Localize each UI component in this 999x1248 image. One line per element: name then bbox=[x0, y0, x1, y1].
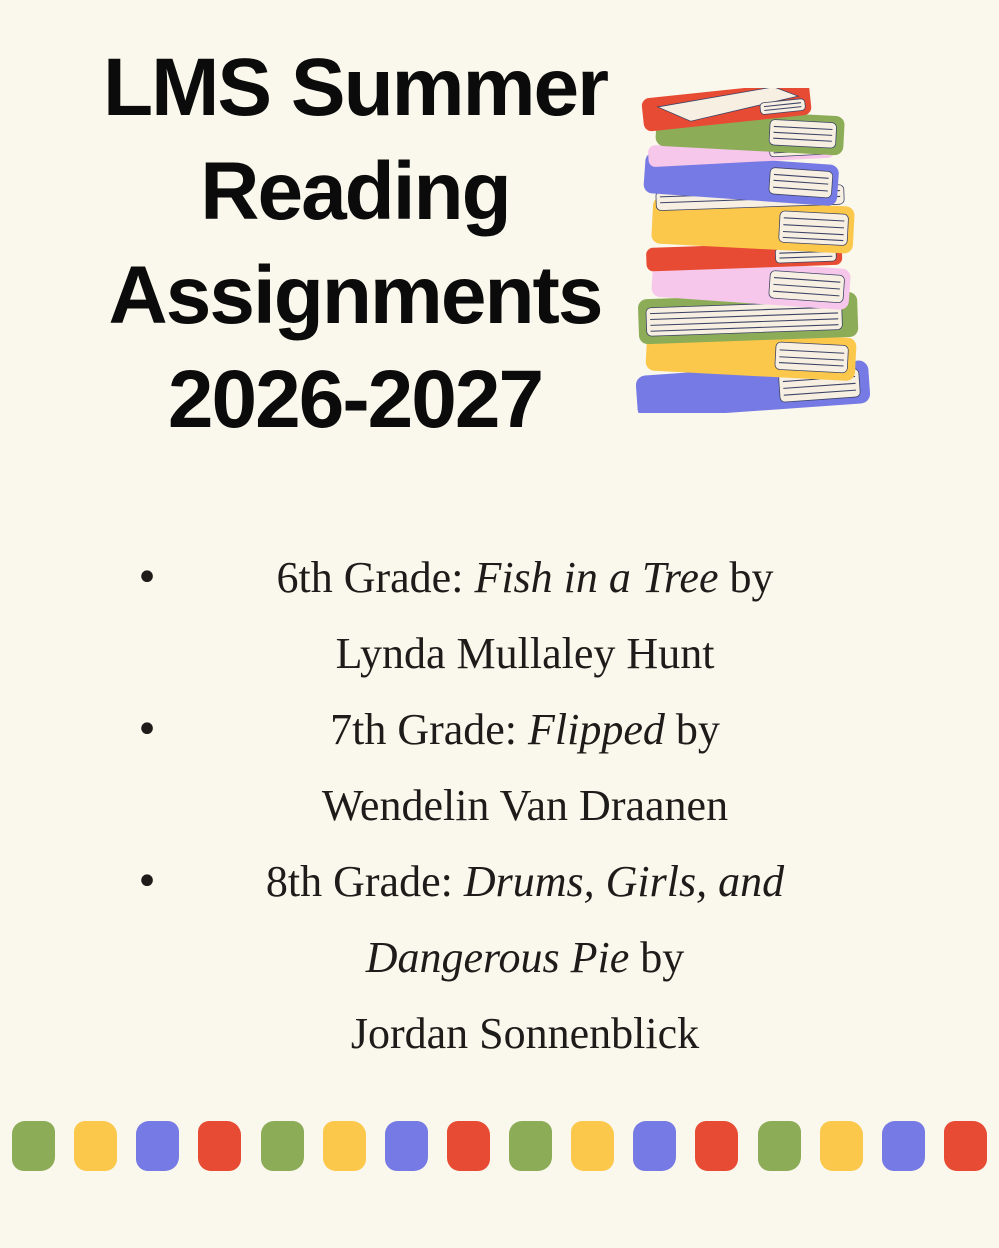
assignment-line bbox=[175, 844, 875, 920]
list-item-8th-grade bbox=[135, 844, 875, 1072]
assignment-line bbox=[175, 920, 875, 996]
grade-label: 7th Grade: bbox=[330, 705, 529, 754]
page-title bbox=[55, 36, 655, 452]
by-label: by bbox=[664, 705, 720, 754]
footer-square bbox=[136, 1121, 179, 1171]
book-title: Dangerous Pie bbox=[365, 933, 630, 982]
author-name: Lynda Mullaley Hunt bbox=[335, 629, 715, 678]
footer-square bbox=[385, 1121, 428, 1171]
footer-square bbox=[509, 1121, 552, 1171]
footer-square bbox=[447, 1121, 490, 1171]
grade-label: 6th Grade: bbox=[276, 553, 475, 602]
list-item-6th-grade bbox=[135, 540, 875, 692]
title-line-3: Assignments bbox=[108, 250, 602, 341]
footer-square bbox=[882, 1121, 925, 1171]
author-name: Jordan Sonnenblick bbox=[350, 1009, 700, 1058]
footer-square bbox=[323, 1121, 366, 1171]
assignment-line bbox=[175, 540, 875, 616]
books-stack-illustration bbox=[630, 88, 875, 413]
footer-square bbox=[198, 1121, 241, 1171]
title-line-1: LMS Summer bbox=[103, 42, 607, 133]
assignments-list bbox=[135, 540, 875, 1072]
by-label: by bbox=[629, 933, 685, 982]
footer-square bbox=[571, 1121, 614, 1171]
footer-square bbox=[820, 1121, 863, 1171]
assignment-line bbox=[175, 692, 875, 768]
footer-square bbox=[261, 1121, 304, 1171]
footer-square bbox=[74, 1121, 117, 1171]
title-line-4: 2026-2027 bbox=[167, 354, 543, 445]
title-line-2: Reading bbox=[200, 146, 510, 237]
list-item-7th-grade bbox=[135, 692, 875, 844]
decorative-squares-row bbox=[12, 1121, 987, 1171]
author-line bbox=[175, 768, 875, 844]
footer-square bbox=[12, 1121, 55, 1171]
bullet-icon: • bbox=[135, 859, 159, 905]
footer-square bbox=[633, 1121, 676, 1171]
book-title: Flipped bbox=[528, 705, 665, 754]
by-label: by bbox=[718, 553, 774, 602]
author-line bbox=[175, 996, 875, 1072]
author-name: Wendelin Van Draanen bbox=[321, 781, 729, 830]
footer-square bbox=[944, 1121, 987, 1171]
author-line bbox=[175, 616, 875, 692]
footer-square bbox=[758, 1121, 801, 1171]
bullet-icon: • bbox=[135, 555, 159, 601]
book-title: Drums, Girls, and bbox=[463, 857, 785, 906]
bullet-icon: • bbox=[135, 707, 159, 753]
footer-square bbox=[695, 1121, 738, 1171]
book-title: Fish in a Tree bbox=[474, 553, 719, 602]
grade-label: 8th Grade: bbox=[265, 857, 464, 906]
